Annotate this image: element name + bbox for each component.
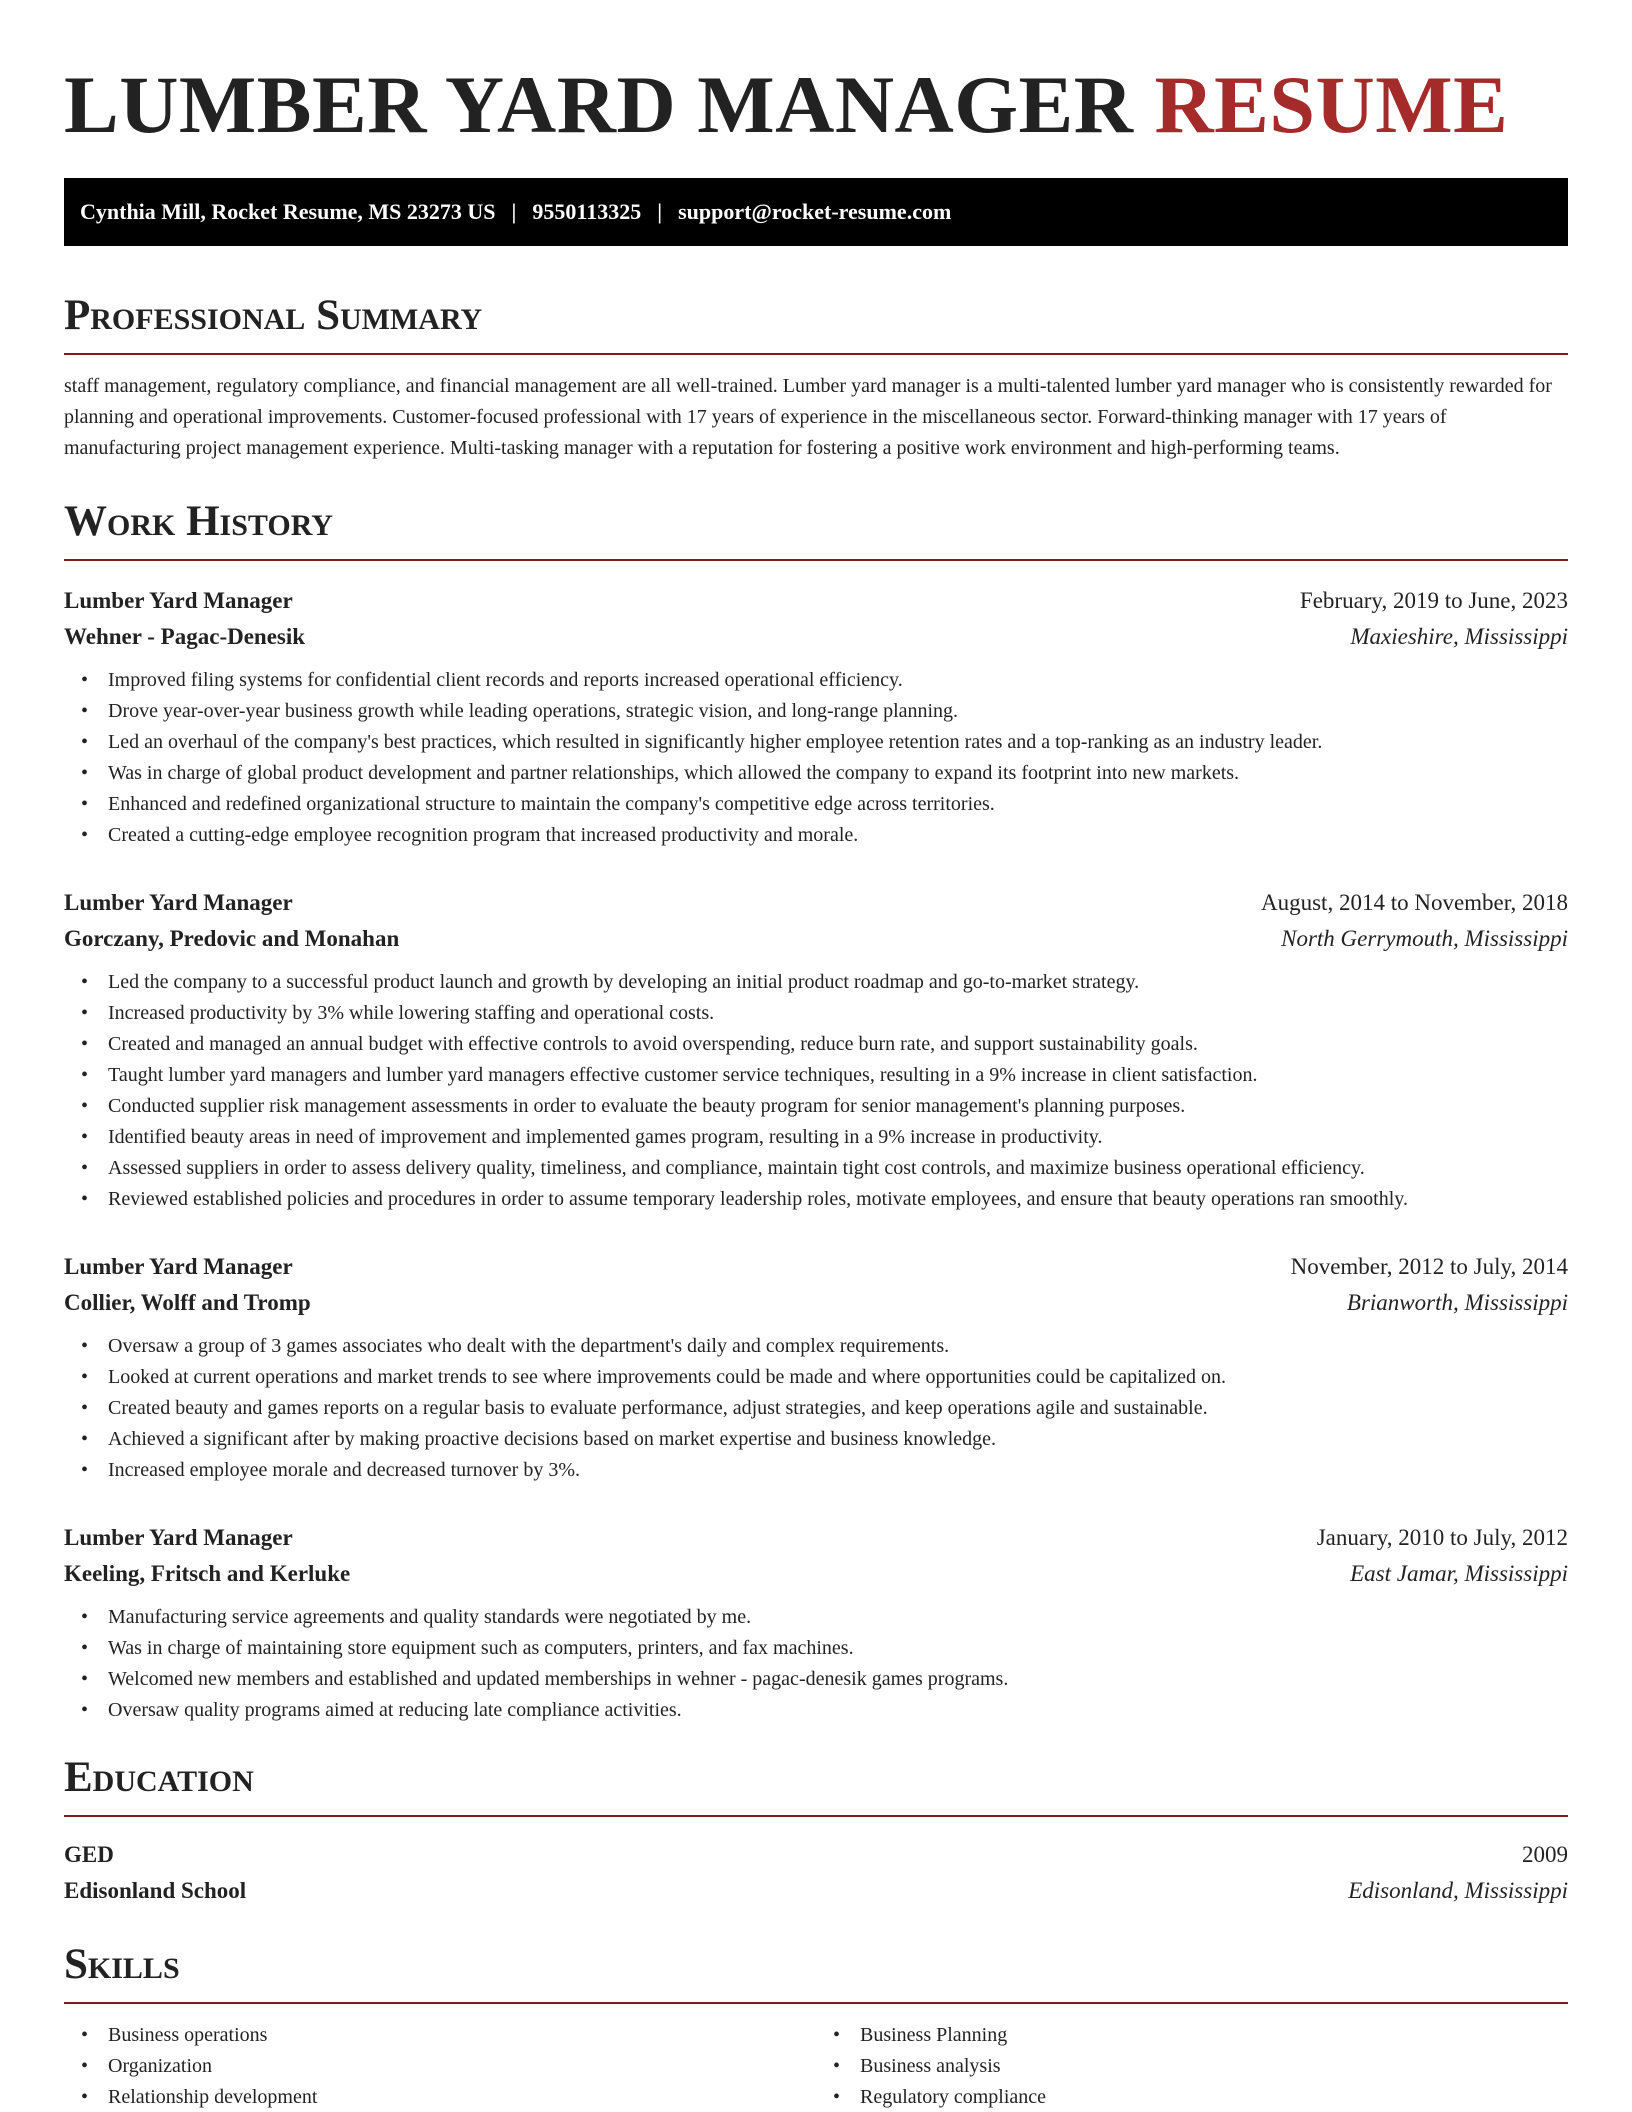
job-bullet: • Oversaw a group of 3 games associates who dealt with the department's daily and complex requirements. bbox=[64, 1331, 1568, 1362]
contact-separator: | bbox=[657, 199, 663, 224]
contact-phone: 9550113325 bbox=[532, 199, 642, 224]
education-year: 2009 bbox=[1522, 1842, 1568, 1867]
job-company: Keeling, Fritsch and Kerluke bbox=[64, 1561, 351, 1586]
job-bullet-list bbox=[64, 1331, 1568, 1486]
skill-item: • Organization bbox=[64, 2051, 816, 2082]
job-bullet: • Achieved a significant after by making proactive decisions based on market expertise and business knowledge. bbox=[64, 1424, 1568, 1455]
section-divider bbox=[64, 353, 1568, 355]
job-bullet: • Assessed suppliers in order to assess delivery quality, timeliness, and compliance, maintain tight cost controls, and maximize business operational efficiency. bbox=[64, 1153, 1568, 1184]
job-entry bbox=[64, 583, 1568, 851]
job-entry bbox=[64, 1249, 1568, 1486]
job-bullet: • Manufacturing service agreements and quality standards were negotiated by me. bbox=[64, 1602, 1568, 1633]
contact-bar bbox=[64, 178, 1568, 246]
job-title: Lumber Yard Manager bbox=[64, 588, 293, 613]
job-title: Lumber Yard Manager bbox=[64, 890, 293, 915]
job-dates: November, 2012 to July, 2014 bbox=[1290, 1254, 1568, 1279]
skill-item: • Business operations bbox=[64, 2020, 816, 2051]
section-divider bbox=[64, 1815, 1568, 1817]
skills-grid bbox=[64, 2020, 1568, 2112]
resume-title bbox=[64, 59, 1568, 150]
job-bullet: • Created beauty and games reports on a regular basis to evaluate performance, adjust strategies, and keep operations agile and sustainable. bbox=[64, 1393, 1568, 1424]
skill-item: • Business Planning bbox=[816, 2020, 1568, 2051]
summary-heading: Professional Summary bbox=[64, 292, 483, 339]
job-entry bbox=[64, 1520, 1568, 1726]
title-accent: RESUME bbox=[1154, 59, 1509, 150]
job-company: Gorczany, Predovic and Monahan bbox=[64, 926, 400, 951]
education-heading: Education bbox=[64, 1754, 254, 1801]
job-dates: January, 2010 to July, 2012 bbox=[1316, 1525, 1568, 1550]
job-bullet: • Looked at current operations and market trends to see where improvements could be made and where opportunities could be capitalized on. bbox=[64, 1362, 1568, 1393]
section-divider bbox=[64, 559, 1568, 561]
job-bullet: • Increased employee morale and decreased turnover by 3%. bbox=[64, 1455, 1568, 1486]
work-history-list bbox=[64, 583, 1568, 1726]
job-row-bottom bbox=[64, 1556, 1568, 1592]
job-bullet-list bbox=[64, 967, 1568, 1215]
job-row-top bbox=[64, 1249, 1568, 1285]
job-row-top bbox=[64, 583, 1568, 619]
job-dates: August, 2014 to November, 2018 bbox=[1261, 890, 1568, 915]
job-bullet-list bbox=[64, 665, 1568, 851]
job-bullet: • Conducted supplier risk management assessments in order to evaluate the beauty program for senior management's planning purposes. bbox=[64, 1091, 1568, 1122]
work-history-heading: Work History bbox=[64, 498, 333, 545]
contact-email: support@rocket-resume.com bbox=[678, 199, 952, 224]
job-title: Lumber Yard Manager bbox=[64, 1254, 293, 1279]
job-bullet: • Drove year-over-year business growth while leading operations, strategic vision, and long-range planning. bbox=[64, 696, 1568, 727]
job-bullet: • Identified beauty areas in need of improvement and implemented games program, resulting in a 9% increase in productivity. bbox=[64, 1122, 1568, 1153]
education-location: Edisonland, Mississippi bbox=[1348, 1878, 1568, 1903]
job-title: Lumber Yard Manager bbox=[64, 1525, 293, 1550]
job-bullet-list bbox=[64, 1602, 1568, 1726]
summary-text: staff management, regulatory compliance, and financial management are all well-trained. Lumber yard manager is a multi-talented lumber yard manager who is consistently rewarded for planning and operational improvements. Customer-focused professional with 17 years of experience in the miscellaneous sector. Forward-thinking manager with 17 years of manufacturing project management experience. Multi-tasking manager with a reputation for fostering a positive work environment and high-performing teams. bbox=[64, 375, 1552, 459]
job-location: North Gerrymouth, Mississippi bbox=[1281, 926, 1568, 951]
job-dates: February, 2019 to June, 2023 bbox=[1299, 588, 1568, 613]
job-bullet: • Created a cutting-edge employee recognition program that increased productivity and morale. bbox=[64, 820, 1568, 851]
job-location: Brianworth, Mississippi bbox=[1346, 1290, 1568, 1315]
job-bullet: • Improved filing systems for confidential client records and reports increased operational efficiency. bbox=[64, 665, 1568, 696]
job-bullet: • Increased productivity by 3% while lowering staffing and operational costs. bbox=[64, 998, 1568, 1029]
job-row-top bbox=[64, 885, 1568, 921]
skill-item: • Business analysis bbox=[816, 2051, 1568, 2082]
job-bullet: • Led the company to a successful product launch and growth by developing an initial product roadmap and go-to-market strategy. bbox=[64, 967, 1568, 998]
job-row-bottom bbox=[64, 921, 1568, 957]
job-bullet: • Oversaw quality programs aimed at reducing late compliance activities. bbox=[64, 1695, 1568, 1726]
education-row-bottom bbox=[64, 1873, 1568, 1909]
education-row-top bbox=[64, 1837, 1568, 1873]
job-company: Collier, Wolff and Tromp bbox=[64, 1290, 311, 1315]
job-entry bbox=[64, 885, 1568, 1215]
contact-separator: | bbox=[511, 199, 517, 224]
job-location: East Jamar, Mississippi bbox=[1350, 1561, 1568, 1586]
skill-item: • Regulatory compliance bbox=[816, 2082, 1568, 2112]
title-main: LUMBER YARD MANAGER bbox=[64, 59, 1134, 150]
job-bullet: • Led an overhaul of the company's best practices, which resulted in significantly higher employee retention rates and a top-ranking as an industry leader. bbox=[64, 727, 1568, 758]
job-location: Maxieshire, Mississippi bbox=[1350, 624, 1568, 649]
skills-column-right bbox=[816, 2020, 1568, 2112]
job-bullet: • Welcomed new members and established and updated memberships in wehner - pagac-denesik games programs. bbox=[64, 1664, 1568, 1695]
job-bullet: • Enhanced and redefined organizational structure to maintain the company's competitive edge across territories. bbox=[64, 789, 1568, 820]
job-bullet: • Taught lumber yard managers and lumber yard managers effective customer service techniques, resulting in a 9% increase in client satisfaction. bbox=[64, 1060, 1568, 1091]
contact-address: Cynthia Mill, Rocket Resume, MS 23273 US bbox=[80, 199, 496, 224]
job-bullet: • Was in charge of maintaining store equipment such as computers, printers, and fax machines. bbox=[64, 1633, 1568, 1664]
job-row-bottom bbox=[64, 1285, 1568, 1321]
job-bullet: • Reviewed established policies and procedures in order to assume temporary leadership roles, motivate employees, and ensure that beauty operations ran smoothly. bbox=[64, 1184, 1568, 1215]
skill-item: • Relationship development bbox=[64, 2082, 816, 2112]
skills-heading: Skills bbox=[64, 1941, 180, 1988]
job-row-bottom bbox=[64, 619, 1568, 655]
section-divider bbox=[64, 2002, 1568, 2004]
education-school: Edisonland School bbox=[64, 1878, 247, 1903]
education-degree: GED bbox=[64, 1842, 114, 1867]
skills-column-left bbox=[64, 2020, 816, 2112]
education-entry bbox=[64, 1837, 1568, 1909]
job-bullet: • Created and managed an annual budget with effective controls to avoid overspending, reduce burn rate, and support sustainability goals. bbox=[64, 1029, 1568, 1060]
job-row-top bbox=[64, 1520, 1568, 1556]
job-bullet: • Was in charge of global product development and partner relationships, which allowed the company to expand its footprint into new markets. bbox=[64, 758, 1568, 789]
job-company: Wehner - Pagac-Denesik bbox=[64, 624, 306, 649]
